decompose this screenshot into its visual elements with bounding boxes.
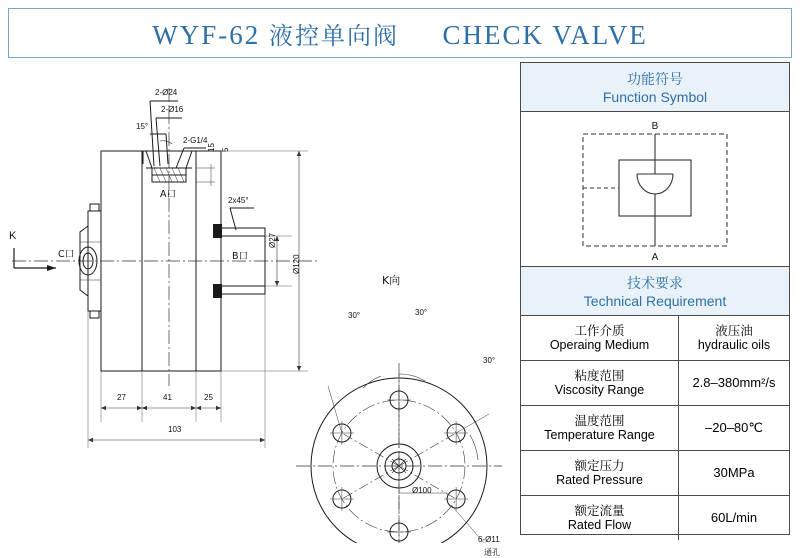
dim-41: 41 <box>163 393 172 402</box>
port-label-c: C口 <box>58 249 75 260</box>
row-value <box>679 406 789 450</box>
row-label <box>521 451 679 495</box>
function-symbol-header-cn: 功能符号 <box>627 72 683 88</box>
k-center-dim: Ø100 <box>412 486 432 495</box>
title-model: WYF-62 <box>152 19 261 50</box>
callout-d27: Ø27 <box>268 232 277 248</box>
svg-text:A: A <box>651 252 659 263</box>
table-row <box>521 316 789 361</box>
page-title <box>152 16 648 51</box>
row-value-cn: 2.8–380mm²/s <box>692 374 776 390</box>
callout-d120: Ø120 <box>292 254 301 274</box>
title-name-cn: 液控单向阀 <box>268 21 399 50</box>
k-angle-2: 30° <box>415 308 428 317</box>
k-arrow-label: K <box>9 230 17 242</box>
dim-25: 25 <box>204 393 213 402</box>
row-label <box>521 406 679 450</box>
k-hole-callout-1: 6-Ø11 <box>478 535 500 544</box>
row-label-en: Viscosity Range <box>554 383 645 397</box>
callout-2x45: 2x45° <box>228 196 249 205</box>
row-value-cn: 液压油 <box>715 322 753 338</box>
k-hole-callout-2: 通孔 <box>484 548 500 557</box>
function-symbol-cell <box>521 112 789 267</box>
dim-27: 27 <box>117 393 126 402</box>
table-row <box>521 361 789 406</box>
callout-angle-15: 15° <box>136 122 149 131</box>
row-value-cn: 60L/min <box>710 509 758 525</box>
row-label-en: Temperature Range <box>544 428 655 442</box>
drawing-svg <box>0 56 520 543</box>
row-value <box>679 361 789 405</box>
function-symbol-diagram <box>521 112 789 266</box>
row-label-cn: 粘度范围 <box>574 367 625 383</box>
row-label <box>521 316 679 360</box>
k-view-title: K向 <box>382 274 401 287</box>
row-label-en: Rated Pressure <box>556 473 643 487</box>
callout-dim-15: 15 <box>207 143 216 152</box>
row-label-cn: 工作介质 <box>574 322 625 338</box>
k-angle-1: 30° <box>348 311 361 320</box>
dim-103: 103 <box>168 425 182 434</box>
row-value <box>679 496 789 540</box>
row-label-cn: 温度范围 <box>574 412 625 428</box>
k-angle-3: 30° <box>483 356 496 365</box>
port-label-b: B口 <box>232 251 249 262</box>
callout-2-d16: 2-Ø16 <box>161 105 184 114</box>
function-symbol-header <box>521 63 789 112</box>
technical-drawing <box>0 56 520 557</box>
row-label-cn: 额定流量 <box>574 502 625 518</box>
tech-req-header-cn: 技术要求 <box>627 276 683 292</box>
tech-req-header-en: Technical Requirement <box>583 293 727 309</box>
table-row <box>521 496 789 540</box>
row-label <box>521 496 679 540</box>
table-row <box>521 406 789 451</box>
function-symbol-header-en: Function Symbol <box>602 89 708 105</box>
port-label-a: A口 <box>160 189 176 200</box>
title-bar <box>8 8 792 58</box>
callout-dim-5: 5 <box>221 147 230 152</box>
technical-requirement-header <box>521 267 789 316</box>
row-value-en: hydraulic oils <box>697 338 771 352</box>
callout-2-g14: 2-G1/4 <box>183 136 208 145</box>
row-label-en: Operaing Medium <box>549 338 650 352</box>
row-label <box>521 361 679 405</box>
row-label-en: Rated Flow <box>567 518 632 532</box>
title-name-en: CHECK VALVE <box>442 19 648 50</box>
info-table <box>520 62 790 535</box>
row-value-cn: 30MPa <box>713 464 755 480</box>
table-row <box>521 451 789 496</box>
row-label-cn: 额定压力 <box>574 457 625 473</box>
row-value-cn: –20–80℃ <box>705 419 763 435</box>
row-value <box>679 451 789 495</box>
callout-2-d24: 2-Ø24 <box>155 88 178 97</box>
svg-text:B: B <box>651 121 659 132</box>
row-value <box>679 316 789 360</box>
